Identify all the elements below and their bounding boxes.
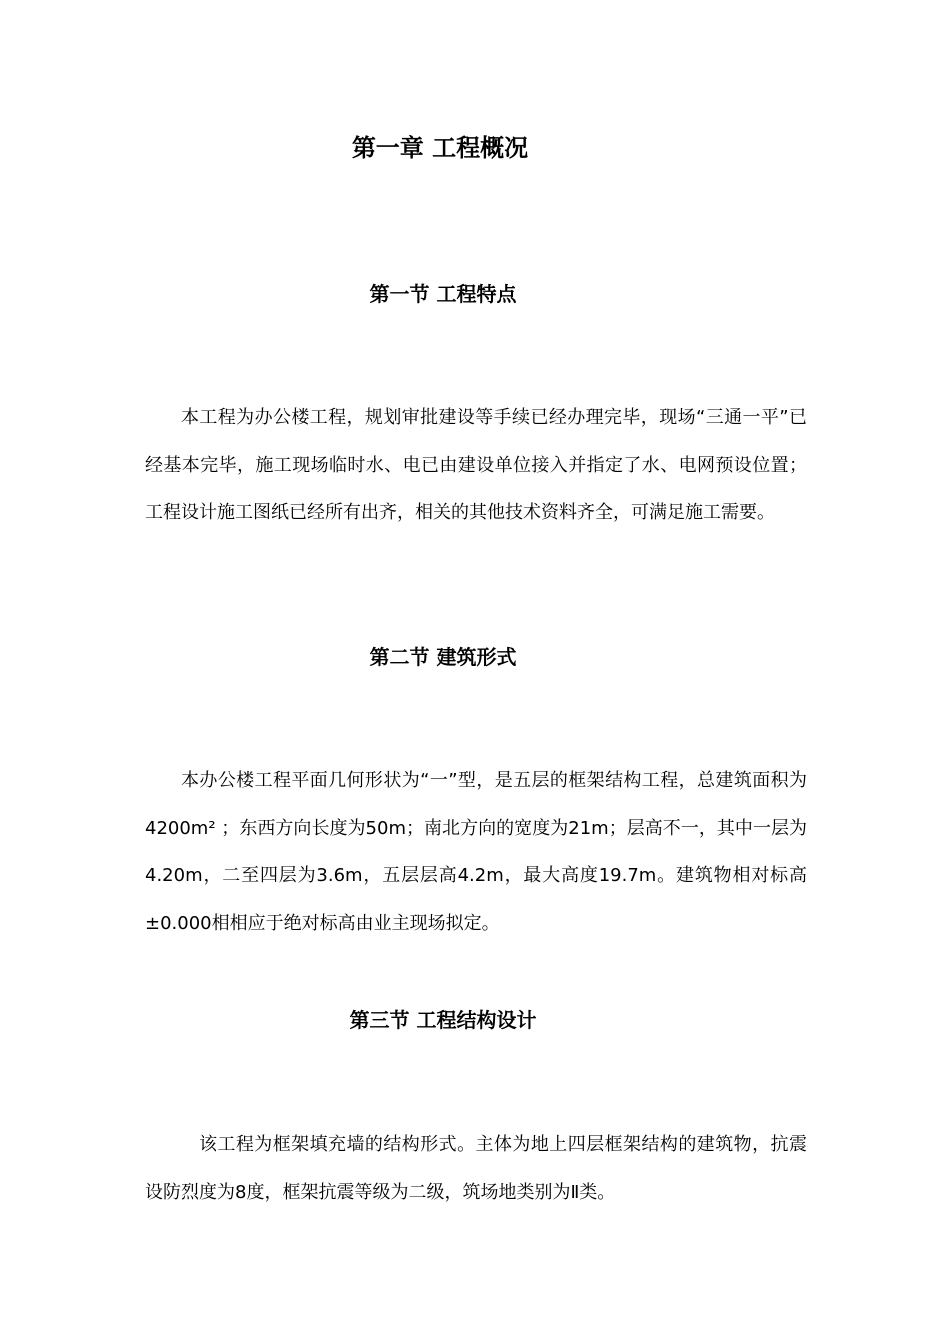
section-body-features: 本工程为办公楼工程，规划审批建设等手续已经办理完毕，现场“三通一平”已经基本完毕，施工现场临时水、电已由建设单位接入并指定了水、电网预设位置；工程设计施工图纸已经所有出齐，相关的其他技术资料齐全，可满足施工需要。 <box>145 407 807 523</box>
section-title-building-form: 第二节 建筑形式 <box>369 645 517 669</box>
chapter-title: 第一章 工程概况 <box>351 134 529 162</box>
section-body-building-form: 本办公楼工程平面几何形状为“一”型，是五层的框架结构工程，总建筑面积为4200m² ；东西方向长度为50m；南北方向的宽度为21m；层高不一，其中一层为4.20m，二至四层为3.6m，五层层高4.2m，最大高度19.7m。建筑物相对标高±0.000相相应于绝对标高由业主现场拟定。 <box>145 770 807 934</box>
section-body-structural-design: 该工程为框架填充墙的结构形式。主体为地上四层框架结构的建筑物，抗震设防烈度为8度，框架抗震等级为二级，筑场地类别为Ⅱ类。 <box>145 1134 807 1203</box>
section-title-structural-design: 第三节 工程结构设计 <box>349 1008 537 1032</box>
section-title-features: 第一节 工程特点 <box>369 282 517 306</box>
